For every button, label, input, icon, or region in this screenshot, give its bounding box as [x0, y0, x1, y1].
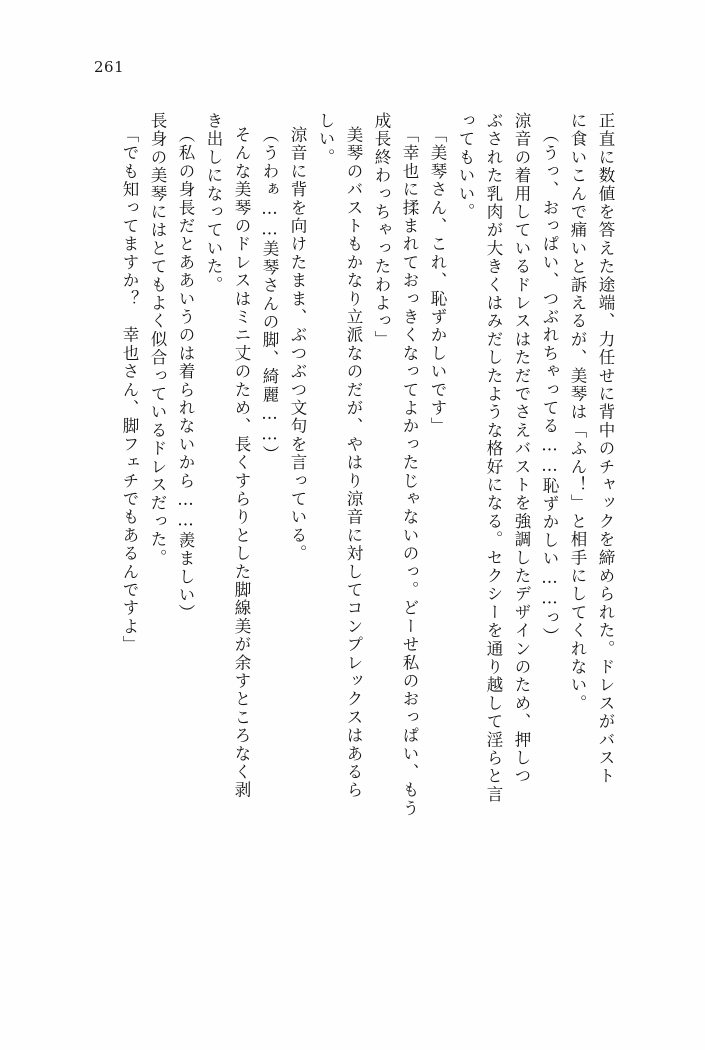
text-column: しい。	[316, 112, 335, 167]
text-column: 正直に数値を答えた途端、力任せに背中のチャックを締められた。ドレスがバスト	[596, 112, 615, 786]
text-column: に食いこんで痛いと訴えるが、美琴は「ふん！」と相手にしてくれない。	[568, 112, 587, 713]
text-column: き出しになっていた。	[204, 112, 223, 294]
text-column: 「幸也に揉まれておっきくなってよかったじゃないのっ。どーせ私のおっぱい、もう	[400, 126, 419, 818]
text-column: （うわぁ……美琴さんの脚、綺麗……）	[260, 126, 279, 464]
text-column: 涼音の着用しているドレスはただでさえバストを強調したデザインのため、押しつ	[512, 112, 531, 786]
page-number: 261	[94, 58, 125, 76]
text-column: （私の身長だとああいうのは着られないから……羨ましい）	[176, 126, 195, 623]
vertical-text-block	[66, 112, 613, 990]
text-column: 「美琴さん、これ、恥ずかしいです」	[428, 126, 447, 436]
text-column: そんな美琴のドレスはミニ丈のため、長くすらりとした脚線美が余すところなく剥	[232, 126, 251, 800]
text-column: 涼音に背を向けたまま、ぶつぶつ文句を言っている。	[288, 126, 307, 563]
text-column: 成長終わっちゃったわよっ」	[372, 112, 391, 349]
text-column: 美琴のバストもかなり立派なのだが、やはり涼音に対してコンプレックスはあるら	[344, 126, 363, 800]
text-column: ぶされた乳肉が大きくはみだしたような格好になる。セクシーを通り越して淫らと言	[484, 112, 503, 804]
text-column: 長身の美琴にはとてもよく似合っているドレスだった。	[148, 112, 167, 567]
text-column: ってもいい。	[456, 112, 475, 222]
text-column: 「でも知ってますか？ 幸也さん、脚フェチでもあるんですよ」	[120, 126, 139, 654]
text-column: （うっ、おっぱい、つぶれちゃってる……恥ずかしい……っ）	[540, 126, 559, 646]
